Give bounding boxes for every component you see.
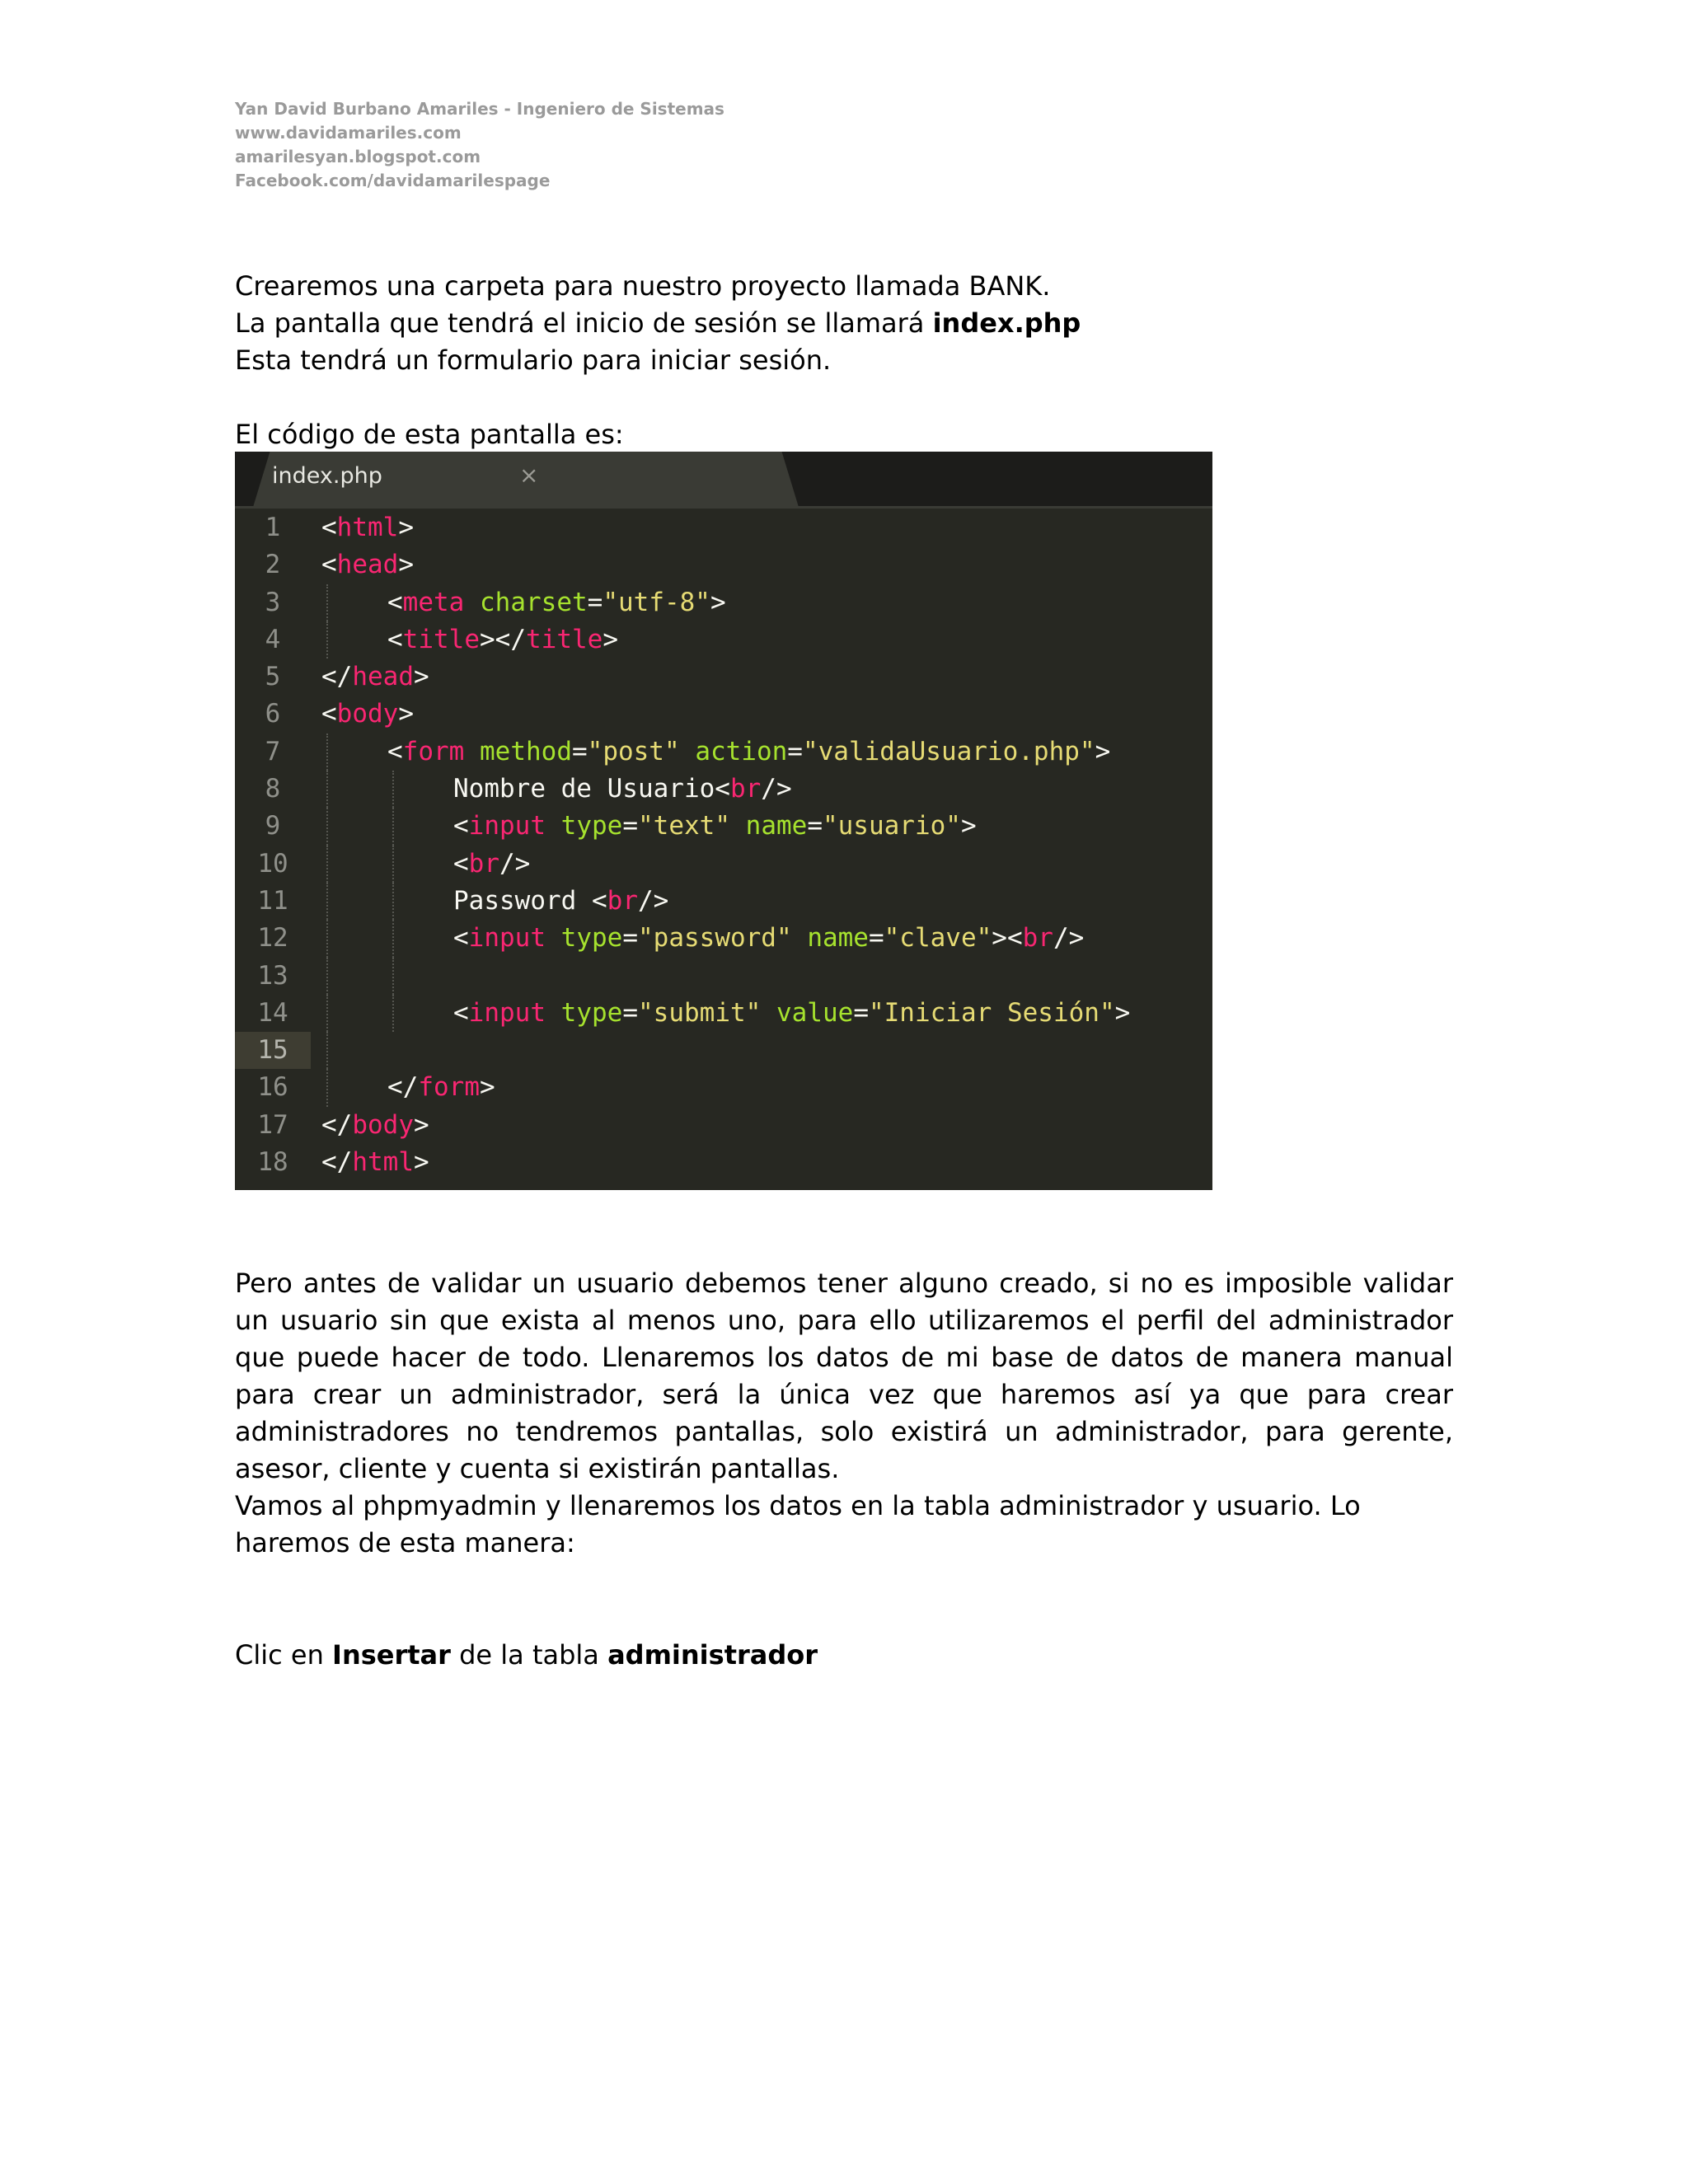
intro-line-3: Esta tendrá un formulario para iniciar sesión. <box>235 344 832 376</box>
line-number: 1 <box>265 513 281 542</box>
phpmyadmin-text: Vamos al phpmyadmin y llenaremos los datos en la tabla administrador y usuario. Lo haremos de esta manera: <box>235 1490 1361 1558</box>
code-line: <body> <box>321 699 414 729</box>
line-number: 13 <box>257 960 288 991</box>
line-number: 7 <box>265 736 281 766</box>
line-number: 2 <box>265 550 281 580</box>
code-line-cursor <box>321 1032 1207 1069</box>
website-link[interactable]: www.davidamariles.com <box>235 123 462 143</box>
line-number: 5 <box>265 662 281 692</box>
code-line: <br/> <box>321 846 1207 883</box>
editor-tab-bar <box>235 452 1212 508</box>
code-line: <input type="text" name="usuario"> <box>321 808 1207 845</box>
line-number: 17 <box>257 1109 288 1140</box>
intro-line-2 <box>235 305 1455 342</box>
line-number: 11 <box>257 885 288 916</box>
code-line: Password <br/> <box>321 883 1207 920</box>
code-line: <head> <box>321 550 414 580</box>
intro-text <box>235 268 1455 453</box>
editor-tab-title: index.php <box>272 463 382 489</box>
line-number: 8 <box>265 774 281 804</box>
line-number: 3 <box>265 587 281 617</box>
line-number: 16 <box>257 1072 288 1103</box>
intro-line-2-text: La pantalla que tendrá el inicio de sesión se llamará <box>235 307 933 339</box>
code-line: <html> <box>321 513 414 542</box>
code-line: </body> <box>321 1109 429 1140</box>
insert-instruction <box>235 1637 818 1674</box>
code-line: <meta charset="utf-8"> <box>321 584 1207 621</box>
explanation-paragraph <box>235 1265 1453 1562</box>
line-number: 15 <box>235 1032 311 1069</box>
code-line <box>321 958 1207 995</box>
author-header <box>235 97 977 193</box>
intro-line-1: Crearemos una carpeta para nuestro proyecto llamada BANK. <box>235 270 1051 302</box>
code-line: <title></title> <box>321 621 1207 658</box>
author-name: Yan David Burbano Amariles - Ingeniero de Sistemas <box>235 99 724 119</box>
line-number: 12 <box>257 923 288 954</box>
blog-link[interactable]: amarilesyan.blogspot.com <box>235 147 481 166</box>
line-number: 9 <box>265 811 281 841</box>
instruction-pre: Clic en <box>235 1639 333 1671</box>
explanation-text: Pero antes de validar un usuario debemos tener alguno creado, si no es imposible validar un usuario sin que exista al menos uno, para ello utilizaremos el perfil del administrador que puede hacer de todo. Llenaremos los datos de mi base de datos de manera manual para crear un administrador, será la única vez que haremos así ya que para crear administradores no tendremos pantallas, solo existirá un administrador, para gerente, asesor, cliente y cuenta si existirán pantallas. <box>235 1268 1453 1484</box>
line-number: 6 <box>265 699 281 729</box>
tab-divider <box>235 506 1212 509</box>
code-line: <input type="password" name="clave"><br/> <box>321 920 1207 957</box>
close-icon: × <box>519 462 539 489</box>
line-number: 14 <box>257 997 288 1028</box>
code-editor-screenshot <box>235 452 1212 1190</box>
instruction-mid: de la tabla <box>450 1639 608 1671</box>
line-number: 4 <box>265 624 281 654</box>
insertar-bold: Insertar <box>332 1639 451 1671</box>
code-line: </head> <box>321 662 429 692</box>
line-number: 10 <box>257 848 288 879</box>
spacer <box>235 379 1455 416</box>
code-line: <form method="post" action="validaUsuario.php"> <box>321 733 1207 771</box>
code-line: </form> <box>321 1069 1207 1106</box>
code-line: Nombre de Usuario<br/> <box>321 771 1207 808</box>
line-number: 18 <box>257 1147 288 1178</box>
code-line: <input type="submit" value="Iniciar Sesión"> <box>321 995 1207 1032</box>
code-area <box>321 509 1207 1181</box>
filename-bold: index.php <box>932 307 1081 339</box>
intro-line-4: El código de esta pantalla es: <box>235 419 624 450</box>
facebook-link[interactable]: Facebook.com/davidamarilespage <box>235 171 551 190</box>
line-number-gutter <box>235 509 311 1181</box>
administrador-bold: administrador <box>607 1639 818 1671</box>
code-line: </html> <box>321 1147 429 1178</box>
